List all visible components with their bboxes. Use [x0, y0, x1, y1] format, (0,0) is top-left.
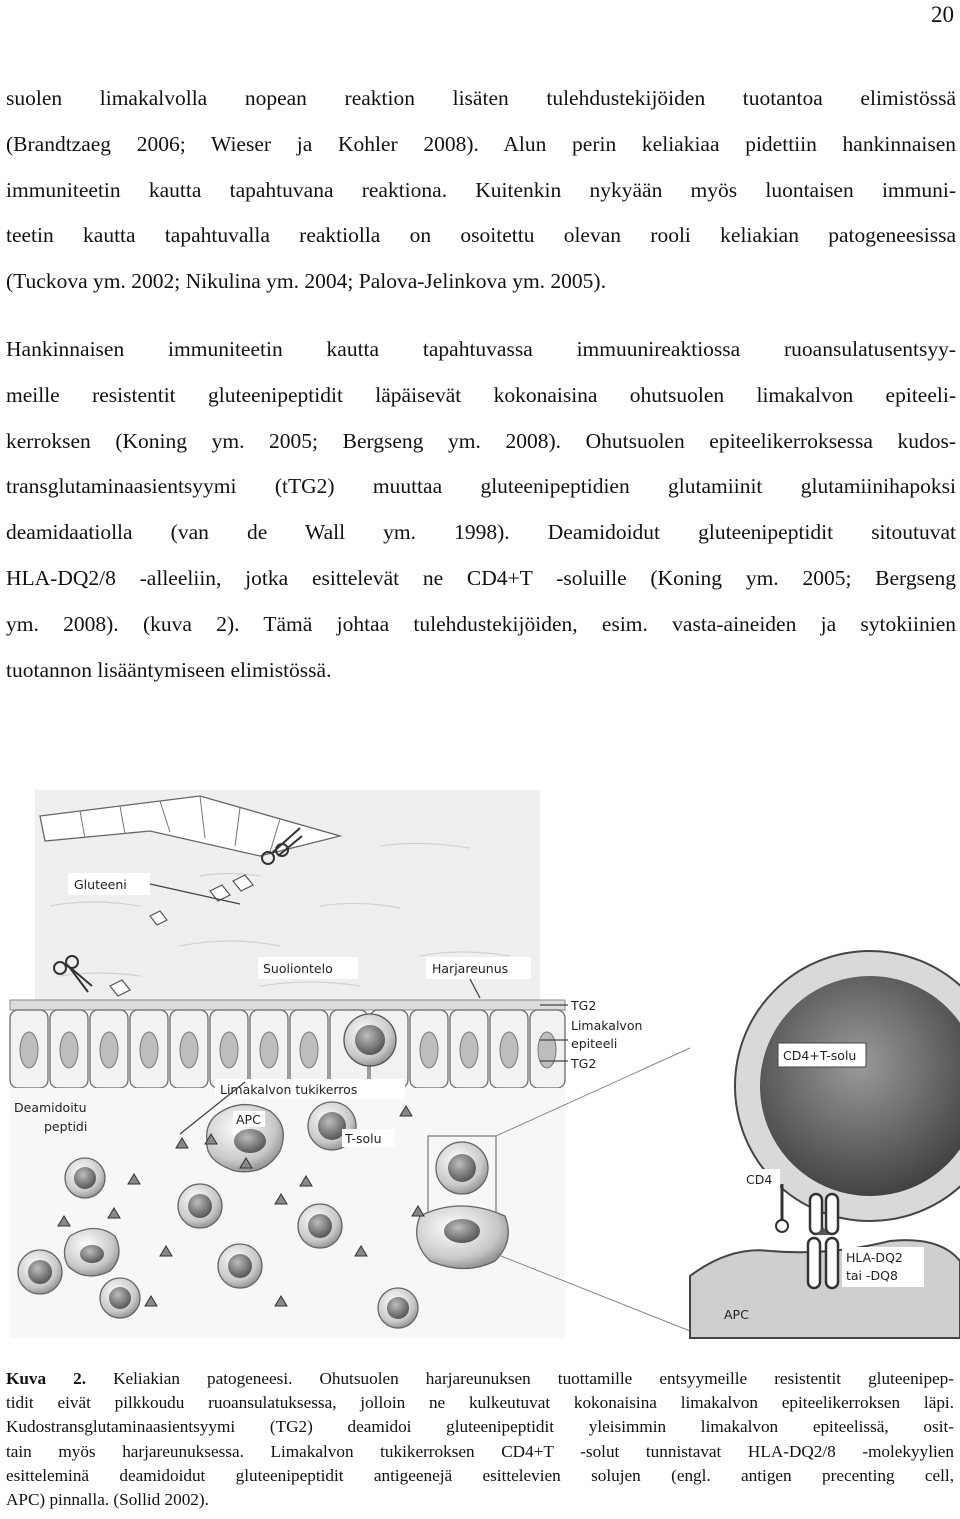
label-peptidi: peptidi [44, 1119, 88, 1134]
paragraph-line: ym. 2008). (kuva 2). Tämä johtaa tulehdustekijöiden, esim. vasta-aineiden ja sytokiinien [6, 611, 956, 636]
caption-line: tidit eivät pilkkoudu ruoansulatuksessa, jolloin ne kulkeutuvat kokonaisina limakalvon epiteelikerroksen läpi. [6, 1393, 954, 1413]
label-hla-dq2: HLA-DQ2 [846, 1250, 903, 1265]
label-cd4-t-solu: CD4+T-solu [783, 1048, 857, 1063]
paragraph-line: tuotannon lisääntymiseen elimistössä. [6, 657, 332, 682]
label-t-solu: T-solu [345, 1131, 382, 1146]
epithelium-layer [10, 1000, 565, 1088]
figure-caption [6, 1367, 954, 1512]
paragraph-line: (Tuckova ym. 2002; Nikulina ym. 2004; Palova-Jelinkova ym. 2005). [6, 269, 606, 294]
paragraph-2 [6, 327, 956, 693]
label-tai-dq8: tai -DQ8 [846, 1268, 898, 1283]
label-gluteeni: Gluteeni [74, 877, 127, 892]
label-apc-large: APC [724, 1307, 749, 1322]
label-tg2: TG2 [571, 998, 597, 1013]
label-apc: APC [236, 1112, 261, 1127]
apc-cell-bottom [64, 1229, 119, 1276]
label-limakalvon: Limakalvon [571, 1018, 643, 1033]
paragraph-line: HLA-DQ2/8 -alleeliin, jotka esittelevät ne CD4+T -soluille (Koning ym. 2005; Bergseng [6, 565, 956, 590]
label-harjareunus: Harjareunus [432, 961, 509, 976]
zoom-panel [690, 951, 960, 1338]
paragraph-line: suolen limakalvolla nopean reaktion lisäten tulehdustekijöiden tuotantoa elimistössä [6, 86, 956, 110]
caption-text: Keliakian patogeneesi. Ohutsuolen harjareunuksen tuottamille entsyymeille resistentit gluteenipep- [86, 1369, 954, 1388]
paragraph-line: Hankinnaisen immuniteetin kautta tapahtuvassa immuunireaktiossa ruoansulatusentsyy- [6, 337, 956, 361]
paragraph-line: teetin kautta tapahtuvalla reaktiolla on osoitettu olevan rooli keliakian patogeneesissa [6, 223, 956, 248]
caption-line: Kudostransglutaminaasientsyymi (TG2) deamidoi gluteenipeptidit yleisimmin limakalvon epiteelissä, osit- [6, 1417, 954, 1437]
label-limakalvon-tukikerros: Limakalvon tukikerros [220, 1082, 358, 1097]
label-suoliontelo: Suoliontelo [263, 961, 333, 976]
caption-line: esitteleminä deamidoidut gluteenipeptidit antigeenejä esittelevien solujen (engl. antigen precenting cell, [6, 1465, 954, 1485]
celiac-pathogenesis-figure [0, 786, 960, 1346]
paragraph-line: deamidaatiolla (van de Wall ym. 1998). Deamidoidut gluteenipeptidit sitoutuvat [6, 520, 956, 545]
caption-line [6, 1367, 954, 1391]
label-deamidoitu: Deamidoitu [14, 1100, 87, 1115]
caption-line: APC) pinnalla. (Sollid 2002). [6, 1490, 209, 1510]
paragraph-line: kerroksen (Koning ym. 2005; Bergseng ym. 2008). Ohutsuolen epiteelikerroksessa kudos- [6, 428, 956, 453]
paragraph-line: (Brandtzaeg 2006; Wieser ja Kohler 2008). Alun perin keliakiaa pidettiin hankinnaisen [6, 131, 956, 156]
label-cd4: CD4 [746, 1172, 773, 1187]
caption-label: Kuva 2. [6, 1369, 87, 1388]
paragraph-line: immuniteetin kautta tapahtuvana reaktiona. Kuitenkin nykyään myös luontaisen immuni- [6, 177, 956, 202]
label-epiteeli: epiteeli [571, 1036, 618, 1051]
paragraph-line: meille resistentit gluteenipeptidit läpäisevät kokonaisina ohutsuolen limakalvon epiteeli- [6, 382, 956, 407]
page-number: 20 [931, 2, 954, 27]
paragraph-1 [6, 76, 956, 305]
caption-line: tain myös harjareunuksessa. Limakalvon tukikerroksen CD4+T -solut tunnistavat HLA-DQ2/8 -molekyylien [6, 1441, 954, 1461]
paragraph-line: transglutaminaasientsyymi (tTG2) muuttaa gluteenipeptidien glutamiinit glutamiinihapoksi [6, 474, 956, 499]
label-tg2: TG2 [571, 1056, 597, 1071]
